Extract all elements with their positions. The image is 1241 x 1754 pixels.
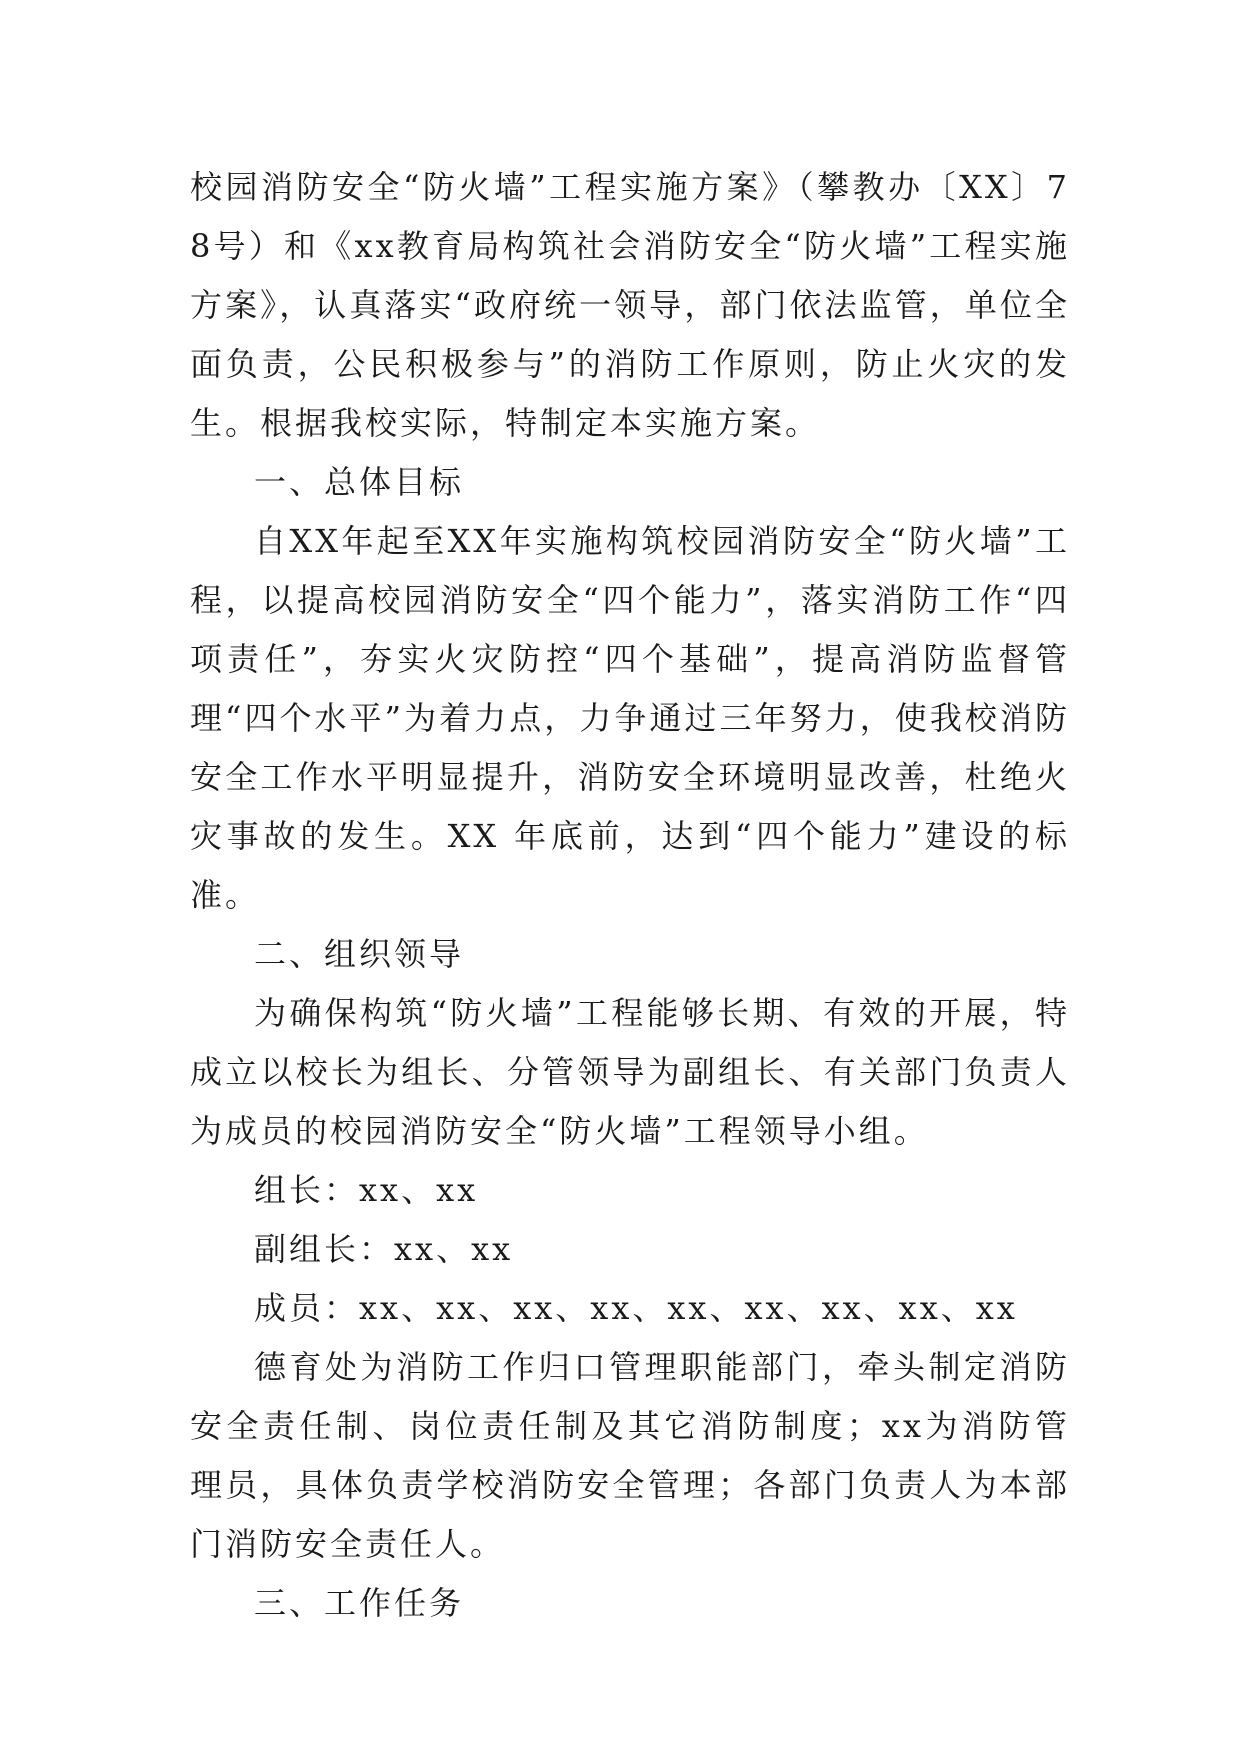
- members-line: 成员：xx、xx、xx、xx、xx、xx、xx、xx、xx: [254, 1289, 1018, 1327]
- deputy-leader-line: 副组长：xx、xx: [254, 1230, 514, 1268]
- section-heading-overall-goal: 一、总体目标: [254, 463, 465, 501]
- section-heading-organization: 二、组织领导: [254, 935, 465, 973]
- organization-paragraph: 为确保构筑“防火墙”工程能够长期、有效的开展，特成立以校长为组长、分管领导为副组长、有关部门负责人为成员的校园消防安全“防火墙”工程领导小组。: [190, 994, 1070, 1150]
- overall-goal-paragraph: 自XX年起至XX年实施构筑校园消防安全“防火墙”工程，以提高校园消防安全“四个能力”，落实消防工作“四项责任”，夯实火灾防控“四个基础”，提高消防监督管理“四个水平”为着力点，力争通过三年努力，使我校消防安全工作水平明显提升，消防安全环境明显改善，杜绝火灾事故的发生。XX 年底前，达到“四个能力”建设的标准。: [190, 522, 1070, 914]
- responsibility-paragraph: 德育处为消防工作归口管理职能部门，牵头制定消防安全责任制、岗位责任制及其它消防制度；xx为消防管理员，具体负责学校消防安全管理；各部门负责人为本部门消防安全责任人。: [190, 1348, 1070, 1563]
- intro-paragraph: 校园消防安全“防火墙”工程实施方案》（攀教办〔XX〕78号）和《xx教育局构筑社会消防安全“防火墙”工程实施方案》，认真落实“政府统一领导，部门依法监管，单位全面负责，公民积极参与”的消防工作原则，防止火灾的发生。根据我校实际，特制定本实施方案。: [190, 168, 1070, 442]
- document-body: [190, 158, 1070, 1633]
- leader-line: 组长：xx、xx: [254, 1171, 479, 1209]
- section-heading-work-tasks: 三、工作任务: [254, 1584, 465, 1622]
